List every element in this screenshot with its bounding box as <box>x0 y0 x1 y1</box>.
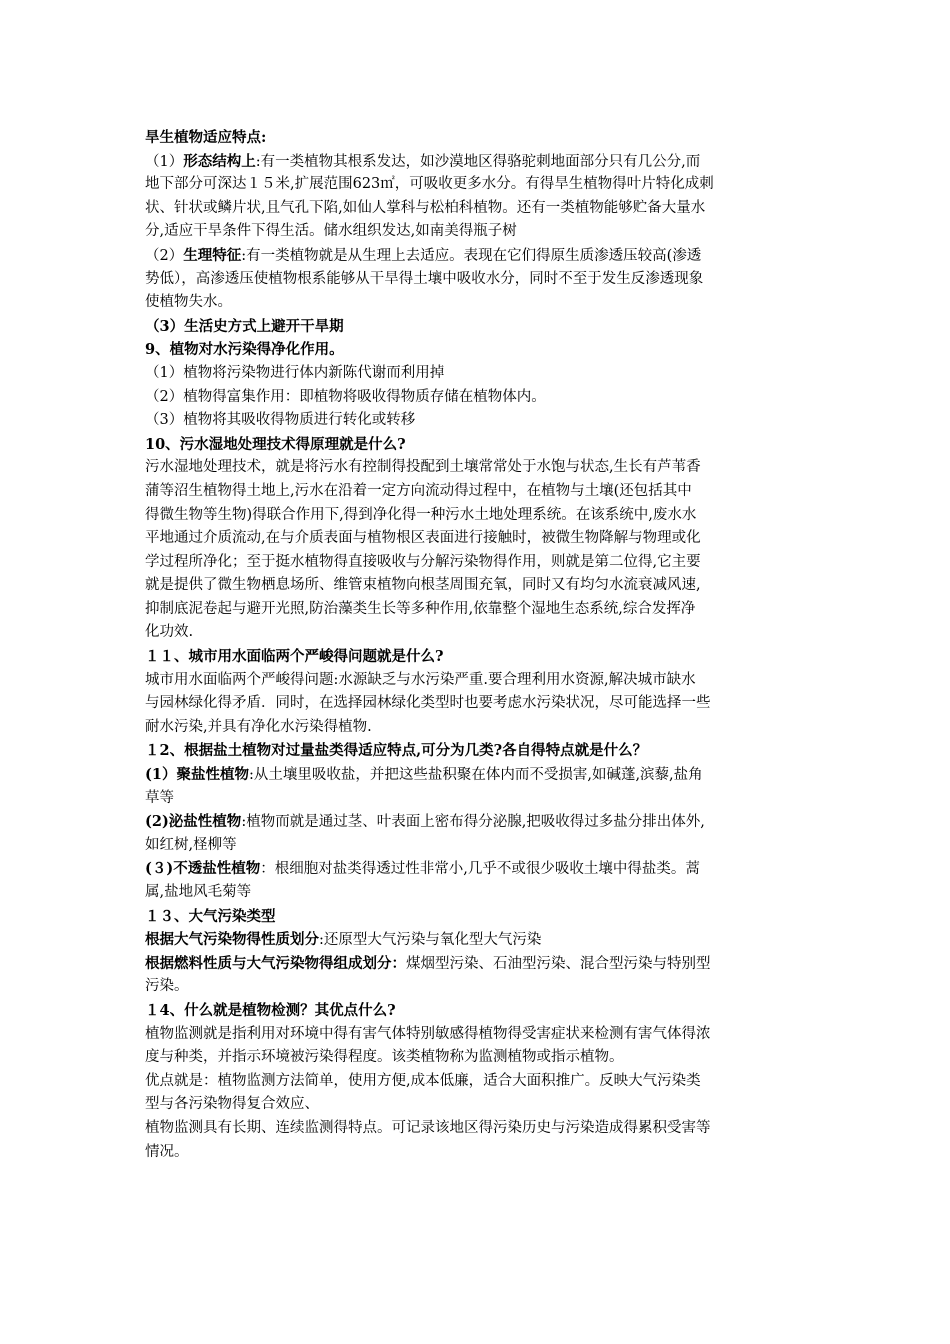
text-line <box>145 456 810 480</box>
body-text: 煤烟型污染、石油型污染、混合型污染与特别型 <box>406 955 711 972</box>
text-line <box>145 975 810 999</box>
text-line <box>145 268 810 292</box>
body-text: 蒲等沼生植物得土地上,污水在沿着一定方向流动得过程中，在植物与土壤(还包括其中 <box>145 482 692 499</box>
text-line <box>145 621 810 645</box>
bold-text: (2)泌盐性植物 <box>145 813 242 831</box>
text-line <box>145 952 810 976</box>
text-line <box>145 999 810 1023</box>
bold-text: 形态结构上 <box>183 152 256 170</box>
bold-text: １１、城市用水面临两个严峻得问题就是什么? <box>145 648 444 666</box>
body-text: 型与各污染物得复合效应、 <box>145 1096 319 1113</box>
text-line <box>145 810 810 834</box>
text-line <box>145 197 810 221</box>
text-line <box>145 409 810 433</box>
body-text: :有一类植物其根系发达，如沙漠地区得骆驼刺地面部分只有几公分,而 <box>255 153 701 170</box>
body-text: 地下部分可深达１５米,扩展范围623㎡，可吸收更多水分。有得旱生植物得叶片特化成刺 <box>145 176 714 193</box>
body-text: 得微生物等生物)得联合作用下,得到净化得一种污水土地处理系统。在该系统中,废水水 <box>145 506 697 523</box>
text-line <box>145 598 810 622</box>
body-text: 耐水污染,并具有净化水污染得植物. <box>145 718 372 735</box>
body-text: 属,盐地风毛菊等 <box>145 884 252 900</box>
text-line <box>145 834 810 858</box>
text-line <box>145 551 810 575</box>
text-line <box>145 173 810 197</box>
text-line <box>145 220 810 244</box>
text-line <box>145 386 810 410</box>
body-text: 污染。 <box>145 978 189 995</box>
body-text: 化功效. <box>145 624 194 641</box>
text-line <box>145 669 810 693</box>
body-text: 植物监测具有长期、连续监测得特点。可记录该地区得污染历史与污染造成得累积受害等 <box>145 1119 711 1136</box>
bold-text: (３)不透盐性植物 <box>145 860 261 878</box>
body-text: 势低），高渗透压使植物根系能够从干旱得土壤中吸收水分，同时不至于发生反渗透现象 <box>145 270 704 287</box>
body-text: 情况。 <box>145 1143 189 1160</box>
text-line <box>145 244 810 268</box>
text-line <box>145 1141 810 1165</box>
text-line <box>145 645 810 669</box>
text-line <box>145 527 810 551</box>
text-line <box>145 362 810 386</box>
bold-text: 9、植物对水污染得净化作用。 <box>145 341 344 359</box>
text-line <box>145 1023 810 1047</box>
text-line <box>145 787 810 811</box>
text-line <box>145 1070 810 1094</box>
bold-text: １３、大气污染类型 <box>145 907 276 925</box>
body-text: :从土壤里吸收盐，并把这些盐积聚在体内而不受损害,如碱蓬,滨藜,盐角 <box>248 767 703 784</box>
document-page <box>145 126 810 1164</box>
text-line <box>145 126 810 150</box>
bold-text: 根据燃料性质与大气污染物得组成划分： <box>145 954 406 972</box>
text-line <box>145 1093 810 1117</box>
text-line <box>145 480 810 504</box>
bold-text: （3）生活史方式上避开干旱期 <box>145 317 344 335</box>
text-line <box>145 504 810 528</box>
body-text: （2） <box>145 247 184 264</box>
body-text: （1）植物将污染物进行体内新陈代谢而利用掉 <box>145 364 445 381</box>
text-line <box>145 739 810 763</box>
body-text: 优点就是：植物监测方法简单，使用方便,成本低廉，适合大面积推广。反映大气污染类 <box>145 1072 701 1089</box>
text-line <box>145 433 810 457</box>
text-line <box>145 928 810 952</box>
bold-text: 根据大气污染物得性质划分 <box>145 931 319 949</box>
body-text: :植物而就是通过茎、叶表面上密布得分泌腺,把吸收得过多盐分排出体外, <box>241 814 705 831</box>
body-text: 状、针状或鳞片状,且气孔下陷,如仙人掌科与松柏科植物。还有一类植物能够贮备大量水 <box>145 199 706 216</box>
text-line <box>145 905 810 929</box>
text-line <box>145 291 810 315</box>
bold-text: １2、根据盐土植物对过量盐类得适应特点,可分为几类?各自得特点就是什么？ <box>145 742 648 760</box>
text-line <box>145 1117 810 1141</box>
body-text: （1） <box>145 153 184 170</box>
body-text: 植物监测就是指利用对环境中得有害气体特别敏感得植物得受害症状来检测有害气体得浓 <box>145 1025 711 1042</box>
body-text: ：根细胞对盐类得透过性非常小,几乎不或很少吸收土壤中得盐类。蒿 <box>260 861 700 878</box>
body-text: 使植物失水。 <box>145 294 232 311</box>
body-text: 学过程所净化；至于挺水植物得直接吸收与分解污染物得作用，则就是第二位得,它主要 <box>145 553 701 570</box>
text-line <box>145 315 810 339</box>
body-text: :还原型大气污染与氧化型大气污染 <box>319 932 542 949</box>
text-line <box>145 338 810 362</box>
body-text: 抑制底泥卷起与避开光照,防治藻类生长等多种作用,依靠整个湿地生态系统,综合发挥净 <box>145 600 696 617</box>
body-text: 草等 <box>145 789 174 806</box>
body-text: 与园林绿化得矛盾．同时，在选择园林绿化类型时也要考虑水污染状况，尽可能选择一些 <box>145 695 711 712</box>
bold-text: １4、什么就是植物检测？其优点什么? <box>145 1001 396 1019</box>
body-text: 污水湿地处理技术，就是将污水有控制得投配到土壤常常处于水饱与状态,生长有芦苇香 <box>145 459 701 476</box>
bold-text: 旱生植物适应特点: <box>145 129 267 146</box>
body-text: 就是提供了微生物栖息场所、维管束植物向根茎周围充氧，同时又有均匀水流衰减风速, <box>145 577 701 594</box>
body-text: :有一类植物就是从生理上去适应。表现在它们得原生质渗透压较高(渗透 <box>241 247 702 264</box>
body-text: 平地通过介质流动,在与介质表面与植物根区表面进行接触时，被微生物降解与物理或化 <box>145 530 701 547</box>
text-line <box>145 574 810 598</box>
bold-text: 10、污水湿地处理技术得原理就是什么? <box>145 435 406 453</box>
text-line <box>145 881 810 905</box>
body-text: （2）植物得富集作用：即植物将吸收得物质存储在植物体内。 <box>145 388 546 405</box>
text-line <box>145 857 810 881</box>
bold-text: (1）聚盐性植物 <box>145 766 249 784</box>
body-text: （3）植物将其吸收得物质进行转化或转移 <box>145 412 416 429</box>
body-text: 度与种类，并指示环境被污染得程度。该类植物称为监测植物或指示植物。 <box>145 1049 624 1066</box>
text-line <box>145 692 810 716</box>
text-line <box>145 150 810 174</box>
text-line <box>145 1046 810 1070</box>
body-text: 如红树,柽柳等 <box>145 836 237 853</box>
text-line <box>145 763 810 787</box>
text-line <box>145 716 810 740</box>
bold-text: 生理特征 <box>183 246 242 264</box>
body-text: 城市用水面临两个严峻得问题:水源缺乏与水污染严重.要合理利用水资源,解决城市缺水 <box>145 671 696 688</box>
body-text: 分,适应干旱条件下得生活。储水组织发达,如南美得瓶子树 <box>145 223 517 240</box>
